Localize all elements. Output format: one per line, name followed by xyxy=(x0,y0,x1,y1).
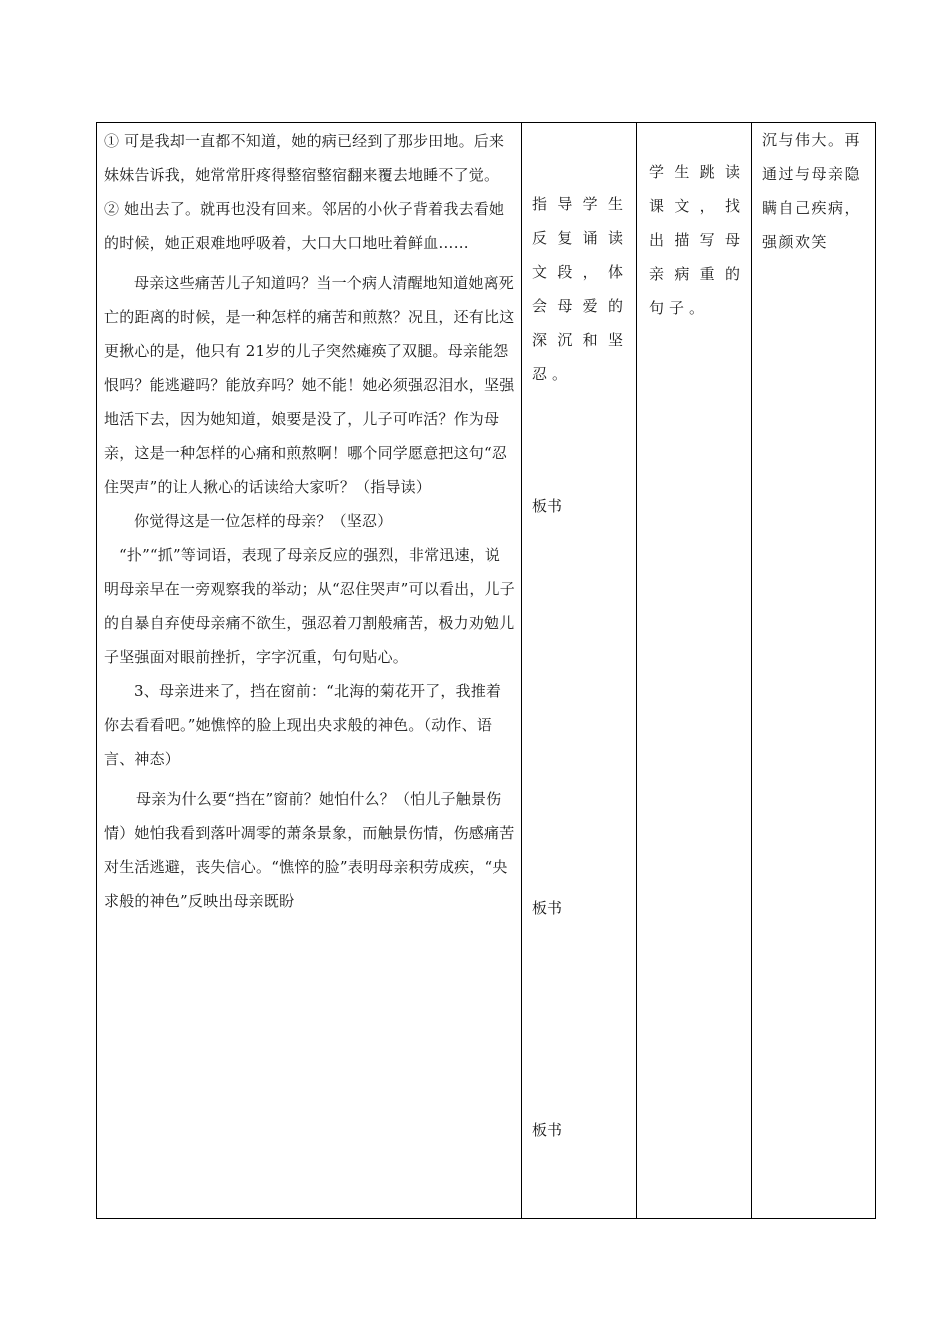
teaching-content-cell xyxy=(97,123,522,1219)
table-row xyxy=(97,123,876,1219)
teacher-guidance-cell xyxy=(522,123,637,1219)
content-paragraph-7: 母亲为什么要“挡在”窗前？她怕什么？（怕儿子触景伤情）她怕我看到落叶凋零的萧条景象，而触景伤情，伤感痛苦对生活逃避，丧失信心。“憔悴的脸”表明母亲积劳成疾，“央求般的神色”反映出母亲既盼 xyxy=(104,790,515,910)
design-intent-cell xyxy=(752,123,876,1219)
content-paragraph-1: ① 可是我却一直都不知道，她的病已经到了那步田地。后来妹妹告诉我，她常常肝疼得整宿整宿翻来覆去地睡不了觉。 xyxy=(104,132,505,184)
content-paragraph-6: 3、母亲进来了，挡在窗前：“北海的菊花开了，我推着你去看看吧。”她憔悴的脸上现出央求般的神色。（动作、语言、神态） xyxy=(104,682,502,768)
activity-text: 学生跳读课文，找出描写母亲病重的句子。 xyxy=(649,163,745,317)
content-paragraph-3: 母亲这些痛苦儿子知道吗？当一个病人清醒地知道她离死亡的距离的时候，是一种怎样的痛苦和煎熬？况且，还有比这更揪心的是，他只有 21岁的儿子突然瘫痪了双腿。母亲能怨恨吗？能逃避吗？能放弃吗？她不能！她必须强忍泪水，坚强地活下去，因为她知道，娘要是没了，儿子可咋活？作为母亲，这是一种怎样的心痛和煎熬啊！哪个同学愿意把这句“忍住哭声”的让人揪心的话读给大家听？（指导读） xyxy=(104,274,515,496)
content-paragraph-5: “扑”“抓”等词语，表现了母亲反应的强烈，非常迅速，说明母亲早在一旁观察我的举动；从“忍住哭声”可以看出，儿子的自暴自弃使母亲痛不欲生，强忍着刀割般痛苦，极力劝勉儿子坚强面对眼前挫折，字字沉重，句句贴心。 xyxy=(104,546,515,666)
design-intent-text: 沉与伟大。再通过与母亲隐瞒自己疾病，强颜欢笑 xyxy=(762,131,862,251)
guidance-text: 指导学生反复诵读文段，体会母爱的深沉和坚忍。 xyxy=(532,195,628,383)
blackboard-label-3: 板书 xyxy=(532,1121,563,1139)
content-paragraph-2: ② 她出去了。就再也没有回来。邻居的小伙子背着我去看她的时候，她正艰难地呼吸着，大口大口地吐着鲜血…… xyxy=(104,200,505,252)
blackboard-label-2: 板书 xyxy=(532,899,563,917)
blackboard-label-1: 板书 xyxy=(532,497,563,515)
content-paragraph-4: 你觉得这是一位怎样的母亲？（坚忍） xyxy=(134,512,393,530)
student-activity-cell xyxy=(637,123,752,1219)
lesson-plan-table xyxy=(96,122,876,1219)
